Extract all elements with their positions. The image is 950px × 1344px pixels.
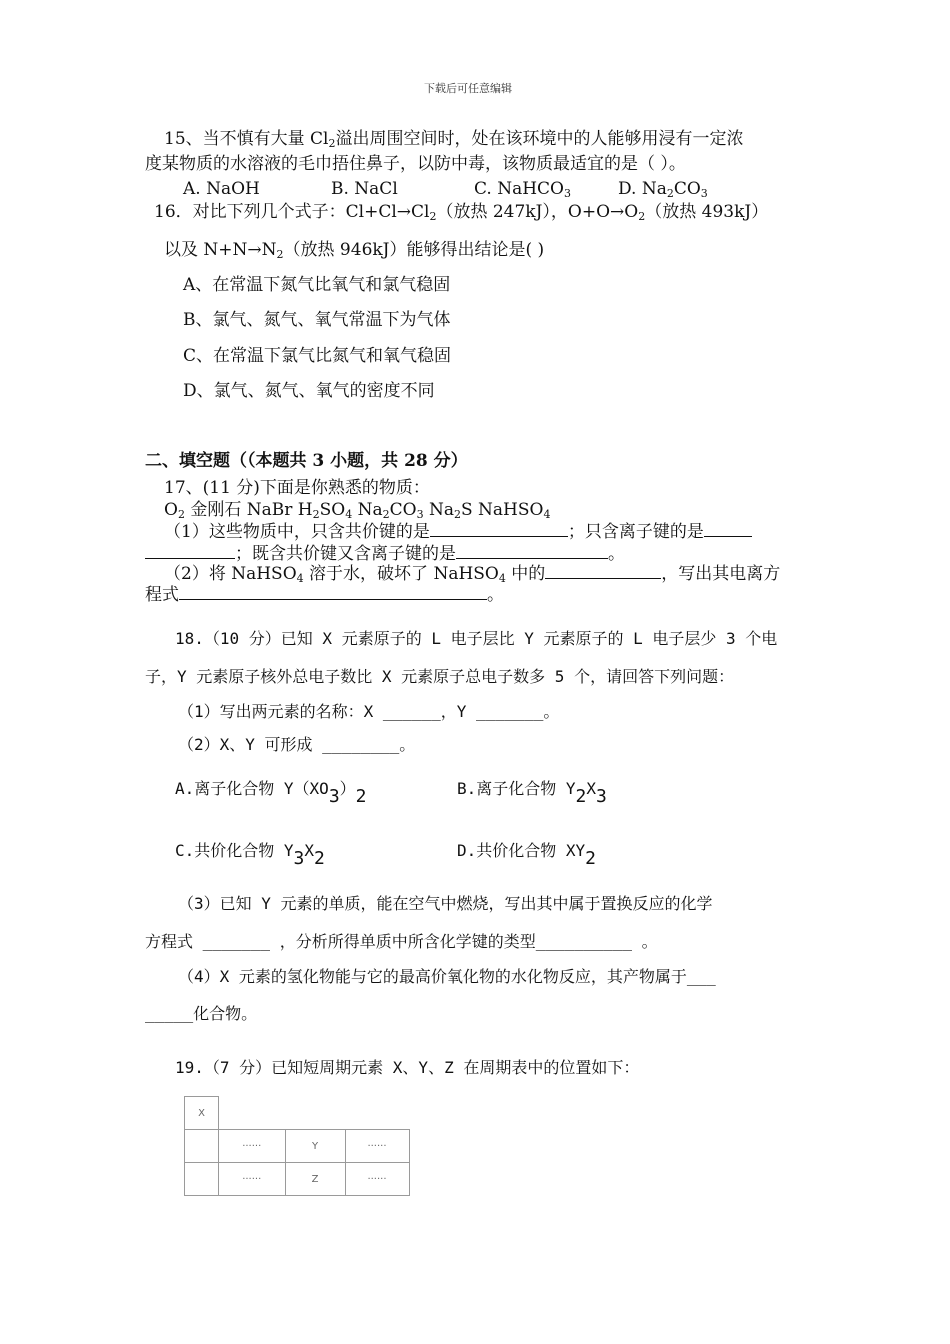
q16-line2: 以及 $N+N\to N_2$（放热 946kJ）能够得出结论是( ) — [164, 240, 545, 261]
q17-part1-line2: ；既含共价键又含离子键的是 。 — [145, 543, 625, 565]
q16-option-d: D、氯气、氮气、氧气的密度不同 — [183, 381, 435, 401]
q15-option-d: D. $Na_2CO_3$ — [618, 179, 708, 200]
table-cell-dots: ······ — [345, 1163, 409, 1196]
section-title: 二、填空题（（本题共 3 小题，共 28 分） — [145, 451, 468, 471]
cell-y: Y — [285, 1130, 345, 1163]
q18-option-a: A.离子化合物 $Y(XO_3)_2$ — [175, 779, 367, 807]
q18-part4-line1: （4）X 元素的氢化物能与它的最高价氧化物的水化物反应，其产物属于___ — [178, 967, 716, 986]
cell-x: X — [185, 1097, 219, 1130]
q18-line1: 18.（10 分）已知 X 元素原子的 L 电子层比 Y 元素原子的 L 电子层少 3 个电 — [175, 629, 778, 648]
answer-blank[interactable] — [179, 584, 487, 600]
table-cell-dots: ······ — [345, 1130, 409, 1163]
q18-part4-line2: _____化合物。 — [145, 1004, 258, 1023]
q15-line1: 15、当不慎有大量 $Cl_2$溢出周围空间时，处在该环境中的人能够用浸有一定浓 — [164, 129, 744, 150]
table-cell-dots: ······ — [219, 1163, 286, 1196]
q17-part1-line1: （1）这些物质中，只含共价键的是 ；只含离子键的是 — [164, 521, 752, 543]
q19-line1: 19.（7 分）已知短周期元素 X、Y、Z 在周期表中的位置如下： — [175, 1058, 640, 1077]
q18-option-b: B.离子化合物 $Y_2X_3$ — [457, 779, 607, 807]
answer-blank[interactable] — [456, 543, 608, 559]
q16-line1: 16．对比下列几个式子：$Cl+Cl\to Cl_2$（放热 247kJ），$O+O\to O_2$（放热 493kJ） — [154, 202, 769, 223]
q18-part1: （1）写出两元素的名称：X ______，Y _______。 — [178, 702, 560, 721]
q17-substances: $O_2$ 金刚石 NaBr $H_2SO_4$ $Na_2CO_3$ $Na_2S$ NaHSO$_4$ — [164, 500, 551, 521]
q18-line2: 子，Y 元素原子核外总电子数比 X 元素原子总电子数多 5 个，请回答下列问题： — [145, 667, 735, 686]
q15-option-c: C. NaHCO$_3$ — [474, 179, 571, 200]
answer-blank[interactable] — [145, 543, 235, 559]
q17-part2-line1: （2）将 NaHSO$_4$ 溶于水，破坏了 NaHSO$_4$ 中的 ，写出其电离方 — [164, 564, 781, 585]
q16-option-c: C、在常温下氯气比氮气和氧气稳固 — [183, 346, 452, 366]
q18-part3-line2: 方程式 _______ ，分析所得单质中所含化学键的类型__________ 。 — [145, 932, 658, 951]
q15-option-a: A. NaOH — [183, 179, 260, 199]
q18-part3-line1: （3）已知 Y 元素的单质，能在空气中燃烧，写出其中属于置换反应的化学 — [178, 894, 713, 913]
q18-option-d: D.共价化合物 $XY_2$ — [457, 841, 597, 869]
q17-intro: 17、(11 分)下面是你熟悉的物质： — [164, 478, 430, 498]
answer-blank[interactable] — [430, 521, 568, 537]
table-cell — [185, 1163, 219, 1196]
table-cell-dots: ······ — [219, 1130, 286, 1163]
q17-part2-line2: 程式 。 — [145, 585, 504, 605]
q16-option-a: A、在常温下氮气比氧气和氯气稳固 — [183, 275, 451, 295]
q18-option-c: C.共价化合物 $Y_3X_2$ — [175, 841, 325, 869]
q16-option-b: B、氯气、氮气、氧气常温下为气体 — [183, 310, 451, 330]
table-cell — [185, 1130, 219, 1163]
periodic-table-fragment — [184, 1096, 410, 1196]
answer-blank[interactable] — [545, 563, 661, 579]
q15-option-b: B. NaCl — [331, 179, 398, 199]
q15-line2: 度某物质的水溶液的毛巾捂住鼻子，以防中毒，该物质最适宜的是（ ）。 — [145, 154, 686, 174]
q18-part2: （2）X、Y 可形成 ________。 — [178, 735, 416, 754]
page-header: 下载后可任意编辑 — [424, 82, 512, 95]
answer-blank[interactable] — [704, 521, 752, 537]
cell-z: Z — [285, 1163, 345, 1196]
